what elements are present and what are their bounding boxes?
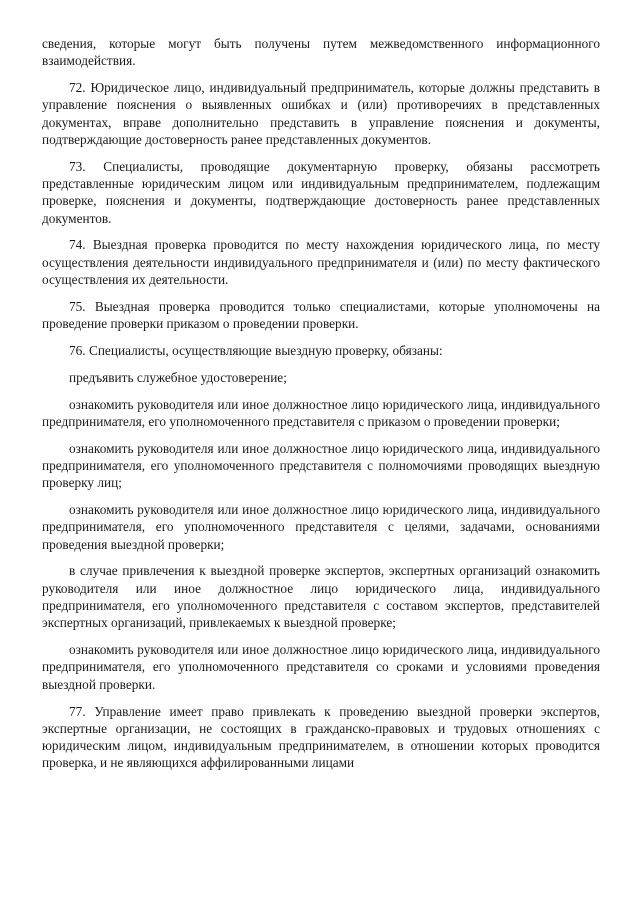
paragraph-76-item-1: предъявить служебное удостоверение; — [69, 369, 287, 385]
paragraph-76-item-5: в случае привлечения к выездной проверке экспертов, экспертных организаций ознакомить руководителя или иное должностное лицо юридического лица, индивидуального предпринимателя, его уполномоченного представителя с составом экспертов, представителей экспертных организаций, привлекаемых к выездной проверке; — [42, 563, 600, 631]
paragraph-73: 73. Специалисты, проводящие документарную проверку, обязаны рассмотреть представленные юридическим лицом или индивидуальным предпринимателем, подлежащим проверке, пояснения и документы, подтверждающие достоверность ранее представленных документов. — [42, 158, 600, 226]
paragraph-75: 75. Выездная проверка проводится только специалистами, которые уполномочены на проведение проверки приказом о проведении проверки. — [42, 298, 600, 332]
paragraph-76-item-4: ознакомить руководителя или иное должностное лицо юридического лица, индивидуального предпринимателя, его уполномоченного представителя с целями, задачами, основаниями проведения выездной проверки; — [42, 502, 600, 552]
paragraph-72: 72. Юридическое лицо, индивидуальный предприниматель, которые должны представить в управление пояснения о выявленных ошибках и (или) противоречиях в представленных документах, вправе дополнительно представить в управление пояснения и документы, подтверждающие достоверность ранее представленных документов. — [42, 80, 600, 147]
paragraph-77: 77. Управление имеет право привлекать к проведению выездной проверки экспертов, экспертные организации, не состоящих в гражданско-правовых и трудовых отношениях с юридическим лицом, индивидуальным предпринимателем, в отношении которых проводится проверка, и не являющихся аффилированными лицами — [42, 703, 600, 771]
paragraph-76-item-2: ознакомить руководителя или иное должностное лицо юридического лица, индивидуального предпринимателя, его уполномоченного представителя с приказом о проведении проверки; — [42, 396, 600, 429]
paragraph-76-item-6: ознакомить руководителя или иное должностное лицо юридического лица, индивидуального предпринимателя, его уполномоченного представителя со сроками и условиями проведения выездной проверки. — [42, 642, 600, 692]
paragraph-76-item-3: ознакомить руководителя или иное должностное лицо юридического лица, индивидуального предпринимателя, его уполномоченного представителя с полномочиями проводящих выездную проверку лиц; — [42, 440, 600, 491]
paragraph-76: 76. Специалисты, осуществляющие выездную проверку, обязаны: — [69, 342, 443, 358]
paragraph-74: 74. Выездная проверка проводится по месту нахождения юридического лица, по месту осуществления деятельности индивидуального предпринимателя и (или) по месту фактического осуществления их деятельности. — [42, 237, 600, 288]
paragraph-continuation: сведения, которые могут быть получены путем межведомственного информационного взаимодействия. — [42, 36, 600, 69]
